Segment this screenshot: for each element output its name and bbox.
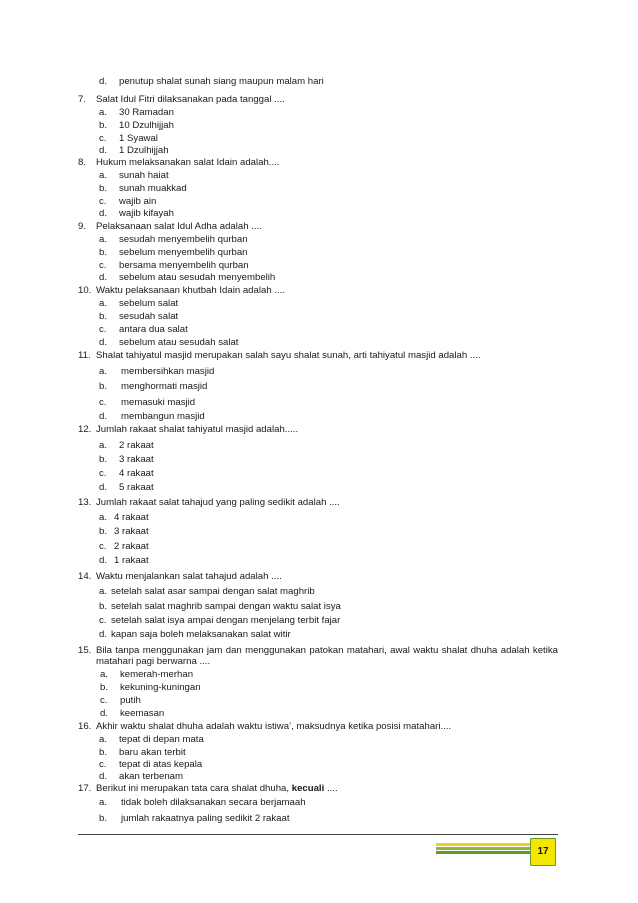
option-text: 2 rakaat xyxy=(119,440,154,451)
option-text: kapan saja boleh melaksanakan salat witir xyxy=(111,629,291,640)
option-letter: d. xyxy=(99,482,108,493)
footer-stripe xyxy=(436,851,541,854)
option-text: keemasan xyxy=(120,708,165,719)
option-text: 10 Dzulhijjah xyxy=(119,120,174,131)
option-letter: d. xyxy=(99,76,108,87)
option-letter: d. xyxy=(99,555,108,566)
question-number: 10. xyxy=(78,285,92,296)
option-text: setelah salat maghrib sampai dengan waktu salat isya xyxy=(111,601,341,612)
option-letter: a. xyxy=(99,440,108,451)
option-letter: b. xyxy=(99,311,108,322)
option-text: sunah muakkad xyxy=(119,183,187,194)
question-text: Shalat tahiyatul masjid merupakan salah sayu shalat sunah, arti tahiyatul masjid adalah .... xyxy=(96,350,481,361)
question-text: Jumlah rakaat shalat tahiyatul masjid adalah..... xyxy=(96,424,299,435)
question-text-part: Berikut ini merupakan tata cara shalat dhuha, xyxy=(96,783,290,794)
option-letter: a. xyxy=(99,797,108,808)
option-text: sunah haiat xyxy=(119,170,169,181)
question-text: Jumlah rakaat salat tahajud yang paling sedikit adalah .... xyxy=(96,497,340,508)
option-text: kekuning-kuningan xyxy=(120,682,201,693)
option-letter: b. xyxy=(99,813,108,824)
question-number: 11. xyxy=(78,350,91,361)
question-number: 8. xyxy=(78,157,87,168)
option-letter: c. xyxy=(99,196,107,207)
option-letter: c. xyxy=(99,759,107,770)
option-letter: a. xyxy=(99,107,108,118)
option-letter: a. xyxy=(99,512,108,523)
option-letter: d. xyxy=(99,272,108,283)
option-letter: b. xyxy=(99,120,108,131)
option-letter: d. xyxy=(99,145,108,156)
option-text: tepat di atas kepala xyxy=(119,759,203,770)
option-letter: b. xyxy=(99,526,108,537)
option-text: tidak boleh dilaksanakan secara berjamaah xyxy=(121,797,306,808)
option-text: kemerah-merhan xyxy=(120,669,194,680)
option-text: antara dua salat xyxy=(119,324,188,335)
option-text: 1 rakaat xyxy=(114,555,149,566)
option-text: sebelum atau sesudah menyembelih xyxy=(119,272,276,283)
option-text: menghormati masjid xyxy=(121,381,208,392)
question-text-part: .... xyxy=(326,783,338,794)
option-text: setelah salat asar sampai dengan salat maghrib xyxy=(111,586,315,597)
option-text: membangun masjid xyxy=(121,411,205,422)
question-text: Waktu menjalankan salat tahajud adalah .... xyxy=(96,571,282,582)
option-text: sebelum atau sesudah salat xyxy=(119,337,239,348)
option-letter: a. xyxy=(99,298,108,309)
question-emphasis: kecuali xyxy=(291,783,325,794)
option-text: 3 rakaat xyxy=(119,454,154,465)
option-letter: c. xyxy=(99,397,107,408)
question-number: 14. xyxy=(78,571,92,582)
option-letter: b. xyxy=(100,682,109,693)
question-text: Salat Idul Fitri dilaksanakan pada tanggal .... xyxy=(96,94,285,105)
option-text: 30 Ramadan xyxy=(119,107,174,118)
option-text: wajib kifayah xyxy=(119,208,174,219)
option-text: sebelum salat xyxy=(119,298,179,309)
option-letter: b. xyxy=(99,454,108,465)
option-letter: b. xyxy=(99,601,108,612)
footer-rule xyxy=(78,834,558,835)
footer-stripe xyxy=(436,843,541,846)
option-letter: c. xyxy=(99,133,107,144)
option-text: 5 rakaat xyxy=(119,482,154,493)
question-number: 13. xyxy=(78,497,92,508)
option-text: sesudah salat xyxy=(119,311,179,322)
option-text: 2 rakaat xyxy=(114,541,149,552)
option-letter: d. xyxy=(99,771,108,782)
option-letter: c. xyxy=(99,468,107,479)
question-number: 9. xyxy=(78,221,87,232)
question-number: 17. xyxy=(78,783,92,794)
option-letter: a. xyxy=(99,586,108,597)
question-number: 12. xyxy=(78,424,92,435)
option-letter: b. xyxy=(99,183,108,194)
question-number: 7. xyxy=(78,94,87,105)
option-letter: b. xyxy=(99,247,108,258)
option-letter: c. xyxy=(100,695,108,706)
option-text: sebelum menyembelih qurban xyxy=(119,247,248,258)
question-text: Pelaksanaan salat Idul Adha adalah .... xyxy=(96,221,262,232)
option-letter: d. xyxy=(100,708,109,719)
option-letter: d. xyxy=(99,629,108,640)
option-text: sesudah menyembelih qurban xyxy=(119,234,248,245)
option-letter: c. xyxy=(99,324,107,335)
option-letter: c. xyxy=(99,615,107,626)
option-letter: b. xyxy=(99,381,108,392)
question-text: Waktu pelaksanaan khutbah Idain adalah .... xyxy=(96,285,285,296)
option-text: wajib ain xyxy=(119,196,157,207)
option-text: putih xyxy=(120,695,141,706)
option-text: akan terbenam xyxy=(119,771,183,782)
footer-stripe xyxy=(436,847,541,850)
question-number: 15. xyxy=(78,645,92,656)
option-text: baru akan terbit xyxy=(119,747,186,758)
option-text: 3 rakaat xyxy=(114,526,149,537)
option-text: setelah salat isya ampai dengan menjelang terbit fajar xyxy=(111,615,341,626)
question-text: Hukum melaksanakan salat Idain adalah.... xyxy=(96,157,280,168)
option-text: 4 rakaat xyxy=(114,512,149,523)
option-letter: a. xyxy=(99,734,108,745)
page-number: 17 xyxy=(530,838,556,866)
option-text: jumlah rakaatnya paling sedikit 2 rakaat xyxy=(121,813,290,824)
option-text: memasuki masjid xyxy=(121,397,196,408)
question-number: 16. xyxy=(78,721,92,732)
option-letter: a. xyxy=(99,170,108,181)
option-text: penutup shalat sunah siang maupun malam hari xyxy=(119,76,324,87)
option-text: 1 Syawal xyxy=(119,133,158,144)
option-text: membersihkan masjid xyxy=(121,366,215,377)
option-letter: c. xyxy=(99,260,107,271)
option-letter: d. xyxy=(99,411,108,422)
option-letter: a. xyxy=(99,234,108,245)
option-text: 1 Dzulhijjah xyxy=(119,145,169,156)
question-text: Akhir waktu shalat dhuha adalah waktu istiwa’, maksudnya ketika posisi matahari.... xyxy=(96,721,452,732)
option-letter: a. xyxy=(99,366,108,377)
option-letter: a. xyxy=(100,669,109,680)
option-text: tepat di depan mata xyxy=(119,734,204,745)
option-letter: b. xyxy=(99,747,108,758)
question-text xyxy=(96,783,338,795)
option-letter: c. xyxy=(99,541,107,552)
option-text: 4 rakaat xyxy=(119,468,154,479)
option-letter: d. xyxy=(99,337,108,348)
option-letter: d. xyxy=(99,208,108,219)
question-text: Bila tanpa menggunakan jam dan menggunakan patokan matahari, awal waktu shalat dhuha adalah ketika matahari pagi berwarna .... xyxy=(96,645,558,667)
option-text: bersama menyembelih qurban xyxy=(119,260,249,271)
